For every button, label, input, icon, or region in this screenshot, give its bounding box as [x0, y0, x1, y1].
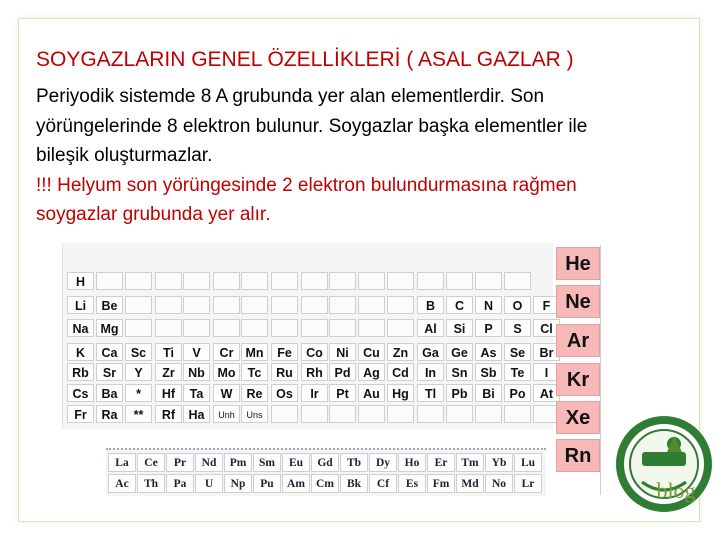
lanthanide-cell: La [108, 453, 136, 472]
body-line: bileşik oluşturmazlar. [36, 145, 213, 166]
element-cell: O [504, 296, 531, 314]
actinide-cell: Np [224, 474, 252, 493]
element-cell: Sn [446, 363, 473, 381]
element-cell: Tc [241, 363, 268, 381]
element-cell: Tl [417, 384, 444, 402]
element-cell: K [67, 343, 94, 361]
empty-cell [301, 272, 328, 290]
element-cell: Cu [358, 343, 385, 361]
empty-cell [387, 296, 414, 314]
element-cell: Ru [271, 363, 298, 381]
element-cell: Te [504, 363, 531, 381]
element-cell: Hf [155, 384, 182, 402]
element-cell: Zn [387, 343, 414, 361]
periodic-table [62, 243, 553, 429]
empty-cell [417, 405, 444, 423]
empty-cell [125, 272, 152, 290]
empty-cell [241, 272, 268, 290]
empty-cell [183, 272, 210, 290]
element-cell: Sb [475, 363, 502, 381]
element-cell: Cs [67, 384, 94, 402]
empty-cell [125, 319, 152, 337]
actinide-cell: Md [456, 474, 484, 493]
empty-cell [446, 405, 473, 423]
element-cell: Pb [446, 384, 473, 402]
element-cell: B [417, 296, 444, 314]
element-cell: S [504, 319, 531, 337]
element-cell: Au [358, 384, 385, 402]
actinide-cell: No [485, 474, 513, 493]
empty-cell [417, 272, 444, 290]
noble-gas-cell: Kr [556, 363, 600, 396]
actinide-cell: Fm [427, 474, 455, 493]
lanthanide-actinide-table [106, 448, 546, 496]
empty-cell [155, 296, 182, 314]
lanthanide-cell: Gd [311, 453, 339, 472]
element-cell: Rf [155, 405, 182, 423]
empty-cell [358, 319, 385, 337]
actinide-cell: Pu [253, 474, 281, 493]
element-cell: Ca [96, 343, 123, 361]
element-cell: Rb [67, 363, 94, 381]
element-cell: Se [504, 343, 531, 361]
element-cell: Fe [271, 343, 298, 361]
element-cell: Cl [533, 319, 560, 337]
element-cell: Ga [417, 343, 444, 361]
element-cell: At [533, 384, 560, 402]
lanthanide-cell: Lu [514, 453, 542, 472]
element-cell: Mo [213, 363, 240, 381]
empty-cell [271, 272, 298, 290]
empty-cell [213, 296, 240, 314]
body-line-warning: soygazlar grubunda yer alır. [36, 204, 271, 225]
element-cell: Co [301, 343, 328, 361]
noble-gas-cell: He [556, 247, 600, 280]
divider [600, 245, 601, 495]
actinide-cell: Lr [514, 474, 542, 493]
empty-cell [183, 296, 210, 314]
empty-cell [271, 319, 298, 337]
element-cell: Po [504, 384, 531, 402]
actinide-cell: Ac [108, 474, 136, 493]
empty-cell [387, 319, 414, 337]
element-cell: Ta [183, 384, 210, 402]
element-cell: Ir [301, 384, 328, 402]
element-cell: Ba [96, 384, 123, 402]
empty-cell [329, 296, 356, 314]
element-cell: C [446, 296, 473, 314]
empty-cell [329, 272, 356, 290]
empty-cell [271, 296, 298, 314]
lanthanide-cell: Er [427, 453, 455, 472]
noble-gas-cell: Rn [556, 439, 600, 472]
actinide-cell: Th [137, 474, 165, 493]
element-cell: Mg [96, 319, 123, 337]
empty-cell [125, 296, 152, 314]
element-cell: Ge [446, 343, 473, 361]
lanthanide-cell: Pm [224, 453, 252, 472]
element-cell: Pt [329, 384, 356, 402]
element-cell: Ha [183, 405, 210, 423]
element-cell: Ni [329, 343, 356, 361]
element-cell: Hg [387, 384, 414, 402]
actinide-cell: Cm [311, 474, 339, 493]
empty-cell [475, 272, 502, 290]
slide-title: SOYGAZLARIN GENEL ÖZELLİKLERİ ( ASAL GAZLAR ) [36, 48, 574, 71]
lanthanide-cell: Eu [282, 453, 310, 472]
element-cell: Sr [96, 363, 123, 381]
empty-cell [358, 405, 385, 423]
element-cell: Si [446, 319, 473, 337]
element-cell: V [183, 343, 210, 361]
lanthanide-cell: Yb [485, 453, 513, 472]
element-cell: Y [125, 363, 152, 381]
element-cell: Ag [358, 363, 385, 381]
lanthanide-cell: Ce [137, 453, 165, 472]
empty-cell [241, 319, 268, 337]
lanthanide-cell: Sm [253, 453, 281, 472]
element-cell: Sc [125, 343, 152, 361]
empty-cell [387, 272, 414, 290]
element-cell: Be [96, 296, 123, 314]
actinide-cell: Pa [166, 474, 194, 493]
element-cell: Pd [329, 363, 356, 381]
empty-cell [475, 405, 502, 423]
body-line: Periyodik sistemde 8 A grubunda yer alan elementlerdir. Son [36, 86, 545, 107]
empty-cell [155, 272, 182, 290]
element-cell: Ra [96, 405, 123, 423]
element-cell: Unh [213, 405, 240, 423]
element-cell: Li [67, 296, 94, 314]
element-cell: P [475, 319, 502, 337]
body-line: yörüngelerinde 8 elektron bulunur. Soygazlar başka elementler ile [36, 115, 588, 137]
actinide-cell: Bk [340, 474, 368, 493]
actinide-cell: Cf [369, 474, 397, 493]
slide-body [36, 82, 696, 230]
element-cell: Na [67, 319, 94, 337]
actinide-cell: Es [398, 474, 426, 493]
actinide-cell: U [195, 474, 223, 493]
lanthanide-cell: Ho [398, 453, 426, 472]
lanthanide-cell: Tb [340, 453, 368, 472]
element-cell: In [417, 363, 444, 381]
element-cell: Zr [155, 363, 182, 381]
element-cell: Cd [387, 363, 414, 381]
noble-gas-cell: Xe [556, 401, 600, 434]
noble-gas-cell: Ne [556, 285, 600, 318]
lanthanide-cell: Dy [369, 453, 397, 472]
element-cell: Bi [475, 384, 502, 402]
body-line-warning: !!! Helyum son yörüngesinde 2 elektron bulundurmasına rağmen [36, 174, 577, 196]
lanthanide-cell: Tm [456, 453, 484, 472]
element-cell: W [213, 384, 240, 402]
element-cell: As [475, 343, 502, 361]
actinide-cell: Am [282, 474, 310, 493]
lanthanide-cell: Pr [166, 453, 194, 472]
empty-cell [271, 405, 298, 423]
empty-cell [358, 296, 385, 314]
element-cell: Br [533, 343, 560, 361]
empty-cell [329, 405, 356, 423]
empty-cell [213, 272, 240, 290]
empty-cell [301, 405, 328, 423]
element-cell: Fr [67, 405, 94, 423]
noble-gas-cell: Ar [556, 324, 600, 357]
school-logo-icon [612, 412, 712, 528]
element-cell: Rh [301, 363, 328, 381]
empty-cell [241, 296, 268, 314]
empty-cell [213, 319, 240, 337]
empty-cell [387, 405, 414, 423]
element-cell: * [125, 384, 152, 402]
element-cell: F [533, 296, 560, 314]
element-cell: I [533, 363, 560, 381]
empty-cell [504, 405, 531, 423]
element-cell: N [475, 296, 502, 314]
empty-cell [504, 272, 531, 290]
empty-cell [446, 272, 473, 290]
lanthanide-cell: Nd [195, 453, 223, 472]
element-cell: Al [417, 319, 444, 337]
element-cell: Nb [183, 363, 210, 381]
empty-cell [301, 319, 328, 337]
empty-cell [155, 319, 182, 337]
empty-cell [329, 319, 356, 337]
empty-cell [96, 272, 123, 290]
element-cell: Mn [241, 343, 268, 361]
empty-cell [183, 319, 210, 337]
element-cell: Uns [241, 405, 268, 423]
element-cell: Os [271, 384, 298, 402]
logo-text: blog [656, 478, 696, 503]
element-cell: Cr [213, 343, 240, 361]
element-cell: Re [241, 384, 268, 402]
element-cell: ** [125, 405, 152, 423]
empty-cell [301, 296, 328, 314]
element-cell: H [67, 272, 94, 290]
empty-cell [358, 272, 385, 290]
element-cell: Ti [155, 343, 182, 361]
